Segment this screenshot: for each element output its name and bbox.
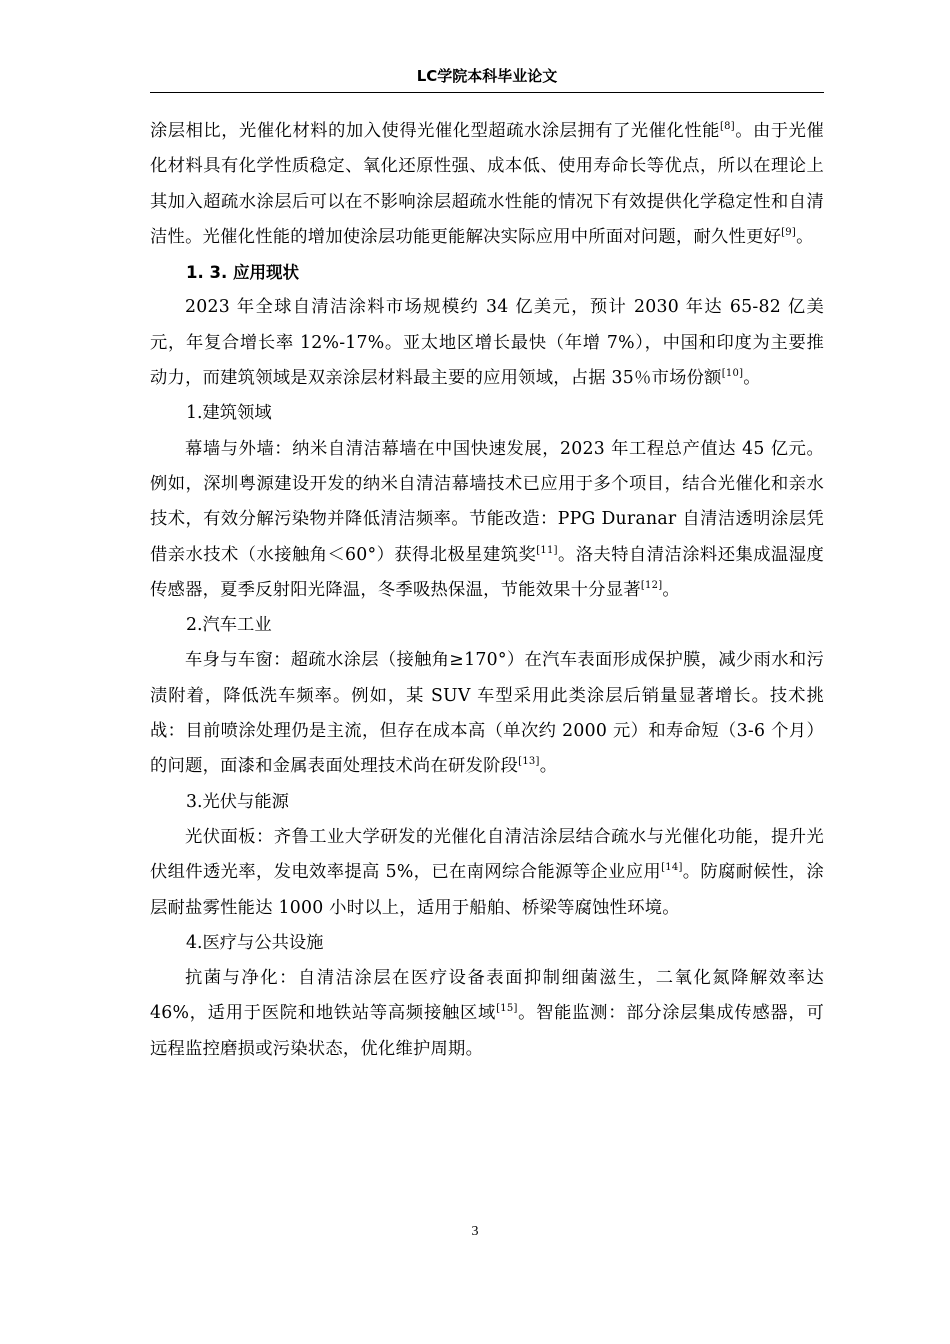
paragraph: 抗菌与净化：自清洁涂层在医疗设备表面抑制细菌滋生，二氧化氮降解效率达 46%，适用于医院和地铁站等高频接触区域[15]。智能监测：部分涂层集成传感器，可远程监控磨损或污染状态，优化维护周期。 — [150, 968, 824, 1059]
page-number: 3 — [471, 1224, 479, 1239]
paragraph: 2023 年全球自清洁涂料市场规模约 34 亿美元，预计 2030 年达 65-82 亿美元，年复合增长率 12%-17%。亚太地区增长最快（年增 7%），中国和印度为主要推动力，而建筑领域是双亲涂层材料最主要的应用领域，占据 35％市场份额[10]。 — [150, 297, 824, 389]
citation[interactable]: [10] — [721, 368, 744, 380]
subsection-heading: 2.汽车工业 — [186, 615, 272, 636]
subsection-heading: 4.医疗与公共设施 — [186, 932, 324, 953]
subsection-heading: 1.建筑领域 — [186, 403, 272, 424]
paragraph: 车身与车窗：超疏水涂层（接触角≥170°）在汽车表面形成保护膜，减少雨水和污渍附着，降低洗车频率。例如，某 SUV 车型采用此类涂层后销量显著增长。技术挑战：目前喷涂处理仍是主流，但存在成本高（单次约 2000 元）和寿命短（3-6 个月）的问题，面漆和金属表面处理技术尚在研发阶段[13]。 — [150, 650, 824, 777]
citation[interactable]: [12] — [640, 579, 663, 591]
citation[interactable]: [13] — [518, 756, 540, 768]
page-header — [150, 66, 824, 93]
citation[interactable]: [15] — [496, 1003, 518, 1015]
document-body — [150, 114, 824, 1067]
citation[interactable]: [14] — [661, 862, 683, 874]
citation[interactable]: [11] — [536, 544, 558, 556]
paragraph: 涂层相比，光催化材料的加入使得光催化型超疏水涂层拥有了光催化性能[8]。由于光催化材料具有化学性质稳定、氧化还原性强、成本低、使用寿命长等优点，所以在理论上其加入超疏水涂层后可以在不影响涂层超疏水性能的情况下有效提供化学稳定性和自清洁性。光催化性能的增加使涂层功能更能解决实际应用中所面对问题，耐久性更好[9]。 — [150, 121, 824, 247]
paragraph: 光伏面板：齐鲁工业大学研发的光催化自清洁涂层结合疏水与光催化功能，提升光伏组件透光率，发电效率提高 5%，已在南网综合能源等企业应用[14]。防腐耐候性，涂层耐盐雾性能达 1000 小时以上，适用于船舶、桥梁等腐蚀性环境。 — [150, 826, 824, 918]
paragraph: 幕墙与外墙：纳米自清洁幕墙在中国快速发展，2023 年工程总产值达 45 亿元。例如，深圳粤源建设开发的纳米自清洁幕墙技术已应用于多个项目，结合光催化和亲水技术，有效分解污染物并降低清洁频率。节能改造：PPG Duranar 自清洁透明涂层凭借亲水技术（水接触角＜60°）获得北极星建筑奖[11]。洛夫特自清洁涂料还集成温湿度传感器，夏季反射阳光降温，冬季吸热保温，节能效果十分显著[12]。 — [150, 438, 824, 600]
citation[interactable]: [8] — [720, 121, 735, 132]
citation[interactable]: [9] — [781, 226, 797, 238]
subsection-heading: 3.光伏与能源 — [186, 791, 289, 812]
section-heading: 1. 3. 应用现状 — [186, 263, 299, 283]
header-title: LC学院本科毕业论文 — [416, 67, 558, 85]
